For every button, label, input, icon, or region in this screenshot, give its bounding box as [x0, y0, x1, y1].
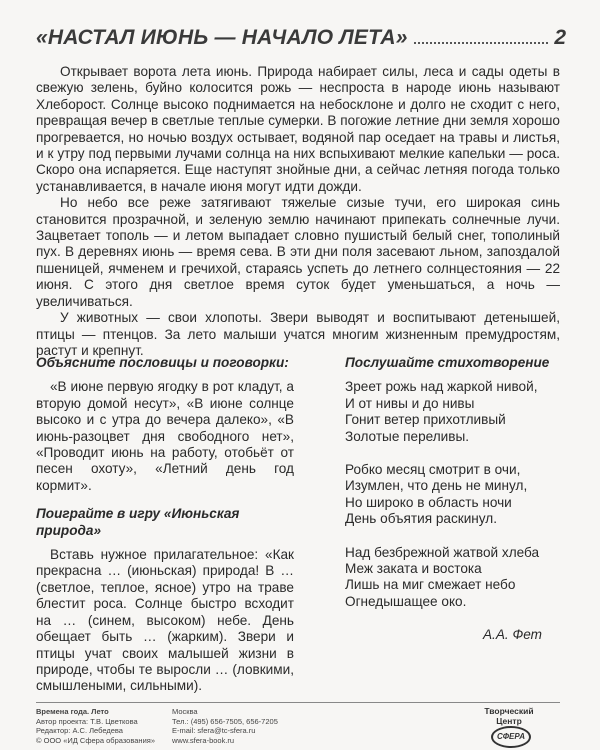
- game-text: Вставь нужное прилагательное: «Как прекрасна … (июньская) природа! В … (светлое, теплое, ясное) утро на траве блестит роса. Солнце быстро всходит на … (синем, высоком) небе. День обещает быть … (жарким). Звери и птицы учат своих малышей жизни в природе, чтобы те выросли … (ловкими, смышлеными, сильными).: [36, 547, 294, 694]
- right-column: [345, 355, 560, 644]
- poem-line: Зреет рожь над жаркой нивой,: [345, 379, 538, 395]
- footer-credits: [36, 707, 176, 745]
- footer-author: Автор проекта: Т.В. Цветкова: [36, 716, 138, 726]
- logo-mid-text: Центр: [496, 715, 522, 726]
- poem-line: День объятия раскинул.: [345, 511, 498, 527]
- poem-line: Но широко в область ночи: [345, 494, 512, 510]
- poem-line: Огнедышащее око.: [345, 593, 467, 609]
- footer-divider: [36, 702, 560, 703]
- poem-line: И от нивы и до нивы: [345, 395, 475, 411]
- logo-word: СФЕРА: [497, 732, 525, 742]
- left-column: [36, 355, 294, 695]
- poem-stanza-1: [345, 379, 560, 445]
- intro-text: [36, 64, 560, 359]
- proverbs-text: «В июне первую ягодку в рот кладут, а вторую домой несут», «В июне солнце высоко и с утра до вечера далеко», «В июнь-разоцвет дня свободного нет», «Проводит июнь на работу, отобьёт от песен охоту», «Летний день год кормит».: [36, 379, 294, 493]
- poem-line: Меж заката и востока: [345, 561, 482, 577]
- poem-stanza-3: [345, 545, 560, 611]
- logo-ring-icon: [491, 726, 531, 748]
- footer-phone: Тел.: (495) 656-7505, 656-7205: [172, 716, 278, 726]
- poem-line: Изумлен, что день не минул,: [345, 478, 528, 494]
- game-heading: Поиграйте в игру «Июньская природа»: [36, 506, 240, 538]
- footer-website[interactable]: www.sfera-book.ru: [172, 735, 235, 745]
- title-row: [36, 26, 566, 56]
- proverbs-heading: Объясните пословицы и поговорки:: [36, 355, 289, 370]
- page-number: 2: [554, 26, 566, 49]
- paragraph-1: Открывает ворота лета июнь. Природа набирает силы, леса и сады одеты в свежую зелень, буйно колосится рожь — неспроста в народе июнь называют Хлеборост. Солнце высоко поднимается на небосклоне и долго не сходит с него, превращая вечер в светлые теплые сумерки. В погожие летние дни земля хорошо прогревается, но ночью воздух остывает, водяной пар оседает на травы и листья, и к утру под первыми лучами солнца на них вспыхивают мелкие капельки — роса. Скоро она испаряется. Еще наступят знойные дни, а сейчас летняя погода только устанавливается, в начале июня могут идти дожди.: [36, 64, 560, 194]
- footer-contacts: [172, 707, 302, 745]
- footer-copyright: © ООО «ИД Сфера образования»: [36, 735, 155, 745]
- footer-city: Москва: [172, 707, 198, 716]
- poem-author: А.А. Фет: [482, 627, 542, 643]
- publisher-logo: [474, 707, 544, 747]
- logo-top-text: Творческий: [484, 706, 534, 716]
- logo-caption: [474, 707, 544, 726]
- footer: [36, 707, 566, 747]
- poem-heading: Послушайте стихотворение: [345, 355, 550, 370]
- footer-email[interactable]: E-mail: sfera@tc-sfera.ru: [172, 726, 256, 736]
- poem-line: Гонит ветер прихотливый: [345, 412, 506, 428]
- poem-line: Робко месяц смотрит в очи,: [345, 462, 521, 478]
- dotted-leader: [414, 41, 549, 44]
- poem-line: Над безбрежной жатвой хлеба: [345, 544, 540, 560]
- paragraph-2: Но небо все реже затягивают тяжелые сизые тучи, его широкая синь становится прозрачной, и зеленую землю начинают припекать солнечные лучи. Зацветает тополь — и летом выпадает словно пушистый белый снег, тополиный пух. В деревнях июнь — время сева. В эти дни поля засевают льном, запоздалой пшеницей, ячменем и гречихой, стараясь успеть до летнего солнцестояния — 22 июня. С этого дня светлое время суток будет уменьшаться, а ночь — увеличиваться.: [36, 195, 560, 309]
- poem-line: Лишь на миг смежает небо: [345, 577, 516, 593]
- footer-series: Времена года. Лето: [36, 707, 109, 716]
- page-title: «НАСТАЛ ИЮНЬ — НАЧАЛО ЛЕТА»: [36, 26, 408, 49]
- poem-line: Золотые переливы.: [345, 428, 470, 444]
- paragraph-3: У животных — свои хлопоты. Звери выводят и воспитывают детенышей, птицы — птенцов. За лето малыши учатся многим жизненным премудростям, растут и крепнут.: [36, 310, 560, 358]
- footer-editor: Редактор: А.С. Лебедева: [36, 726, 123, 736]
- poem-stanza-2: [345, 462, 560, 528]
